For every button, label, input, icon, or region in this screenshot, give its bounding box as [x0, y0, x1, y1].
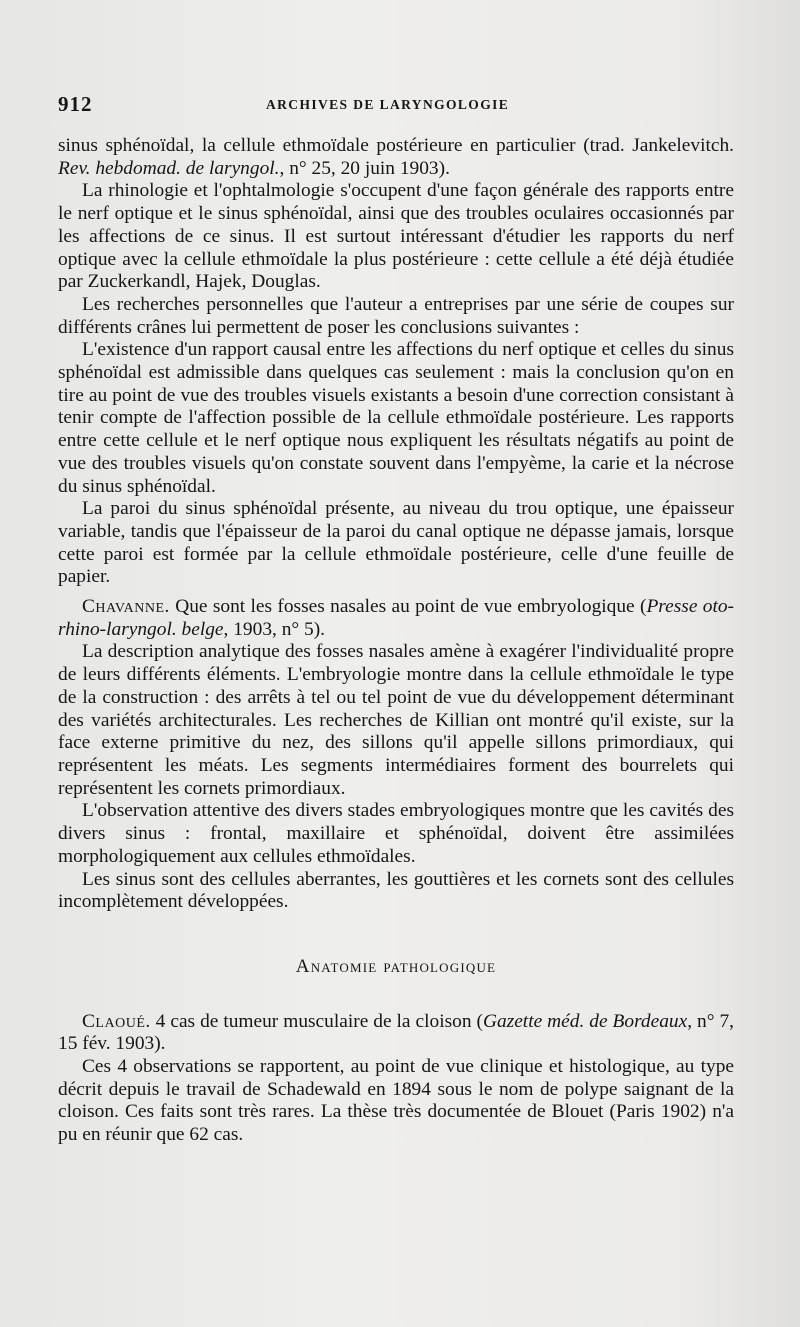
paragraph-citation-continued	[58, 135, 734, 180]
journal-citation: Rev. hebdomad. de laryngol.	[58, 157, 280, 179]
journal-title: ARCHIVES DE LARYNGOLOGIE	[266, 97, 510, 112]
paragraph: La rhinologie et l'ophtalmologie s'occupent d'une façon générale des rapports entre le nerf optique et le sinus sphénoïdal, ainsi que des troubles oculaires occasionnés par les affections de ce sinus. Il est surtout intéressant d'étudier les rapports du nerf optique avec la cellule ethmoïdale la plus postérieure : cette cellule a été déjà étudiée par Zuckerkandl, Hajek, Douglas.	[58, 180, 734, 293]
running-head	[58, 92, 748, 118]
paragraph: La description analytique des fosses nasales amène à exagérer l'individualité propre de leurs différents éléments. L'embryologie montre dans la cellule ethmoïdale le type de la construction : des arrêts à tel ou tel point de vue du développement déterminant des variétés architecturales. Les recherches de Killian ont montré qu'il existe, sur la face externe primitive du nez, des sillons qu'il appelle sillons primordiaux, qui représentent les méats. Les segments intermédiaires forment des bourrelets qui représentent les cornets primordiaux.	[58, 641, 734, 799]
text-run: Que sont les fosses nasales au point de vue embryologique (	[169, 596, 647, 618]
text-run: sinus sphénoïdal, la cellule ethmoïdale postérieure en particulier (trad. Jankelevitch.	[58, 135, 734, 156]
page-number: 912	[58, 92, 93, 116]
text-run: , 1903, n° 5).	[223, 618, 326, 640]
text-run: , n° 25, 20 juin 1903).	[279, 157, 450, 179]
paragraph: La paroi du sinus sphénoïdal présente, au niveau du trou optique, une épaisseur variable, tandis que l'épaisseur de la paroi du canal optique ne dépasse jamais, lorsque cette paroi est formée par la cellule ethmoïdale postérieure, celle d'une feuille de papier.	[58, 498, 734, 588]
section-heading: Anatomie pathologique	[295, 955, 497, 977]
paragraph: L'existence d'un rapport causal entre les affections du nerf optique et celles du sinus sphénoïdal est admissible dans quelques cas seulement : mais la conclusion qu'on en tire au point de vue des troubles visuels existants a besoin d'une correction consistant à tenir compte de l'affection possible de la cellule ethmoïdale postérieure. Les rapports entre cette cellule et le nerf optique nous expliquent les résultats négatifs au point de vue des troubles visuels qu'on constate souvent dans l'empyème, la carie et la nécrose du sinus sphénoïdal.	[58, 339, 734, 497]
paragraph: Les recherches personnelles que l'auteur a entreprises par une série de coupes sur différents crânes lui permettent de poser les conclusions suivantes :	[58, 293, 734, 338]
text-run: 4 cas de tumeur musculaire de la cloison (	[150, 1010, 483, 1032]
paragraph-review-entry	[58, 596, 734, 641]
journal-citation: Gazette méd. de Bordeaux	[482, 1010, 688, 1032]
paragraph-review-entry	[58, 1011, 734, 1056]
author-name: Claoué.	[82, 1010, 151, 1032]
author-name: Chavanne.	[82, 596, 170, 618]
paragraph: Les sinus sont des cellules aberrantes, les gouttières et les cornets sont des cellules incomplètement développées.	[58, 868, 734, 913]
text-run: , n° 7, 15 fév. 1903).	[58, 1010, 734, 1055]
paragraph: L'observation attentive des divers stades embryologiques montre que les cavités des divers sinus : frontal, maxillaire et sphénoïdal, doivent être assimilées morphologiquement aux cellules ethmoïdales.	[58, 800, 734, 867]
article-body	[58, 135, 734, 1147]
journal-citation: Presse oto-rhino-laryngol. belge	[58, 596, 734, 640]
paragraph: Ces 4 observations se rapportent, au point de vue clinique et histologique, au type décrit depuis le travail de Schadewald en 1894 sous le nom de polype saignant de la cloison. Ces faits sont très rares. La thèse très documentée de Blouet (Paris 1902) n'a pu en réunir que 62 cas.	[58, 1056, 734, 1146]
